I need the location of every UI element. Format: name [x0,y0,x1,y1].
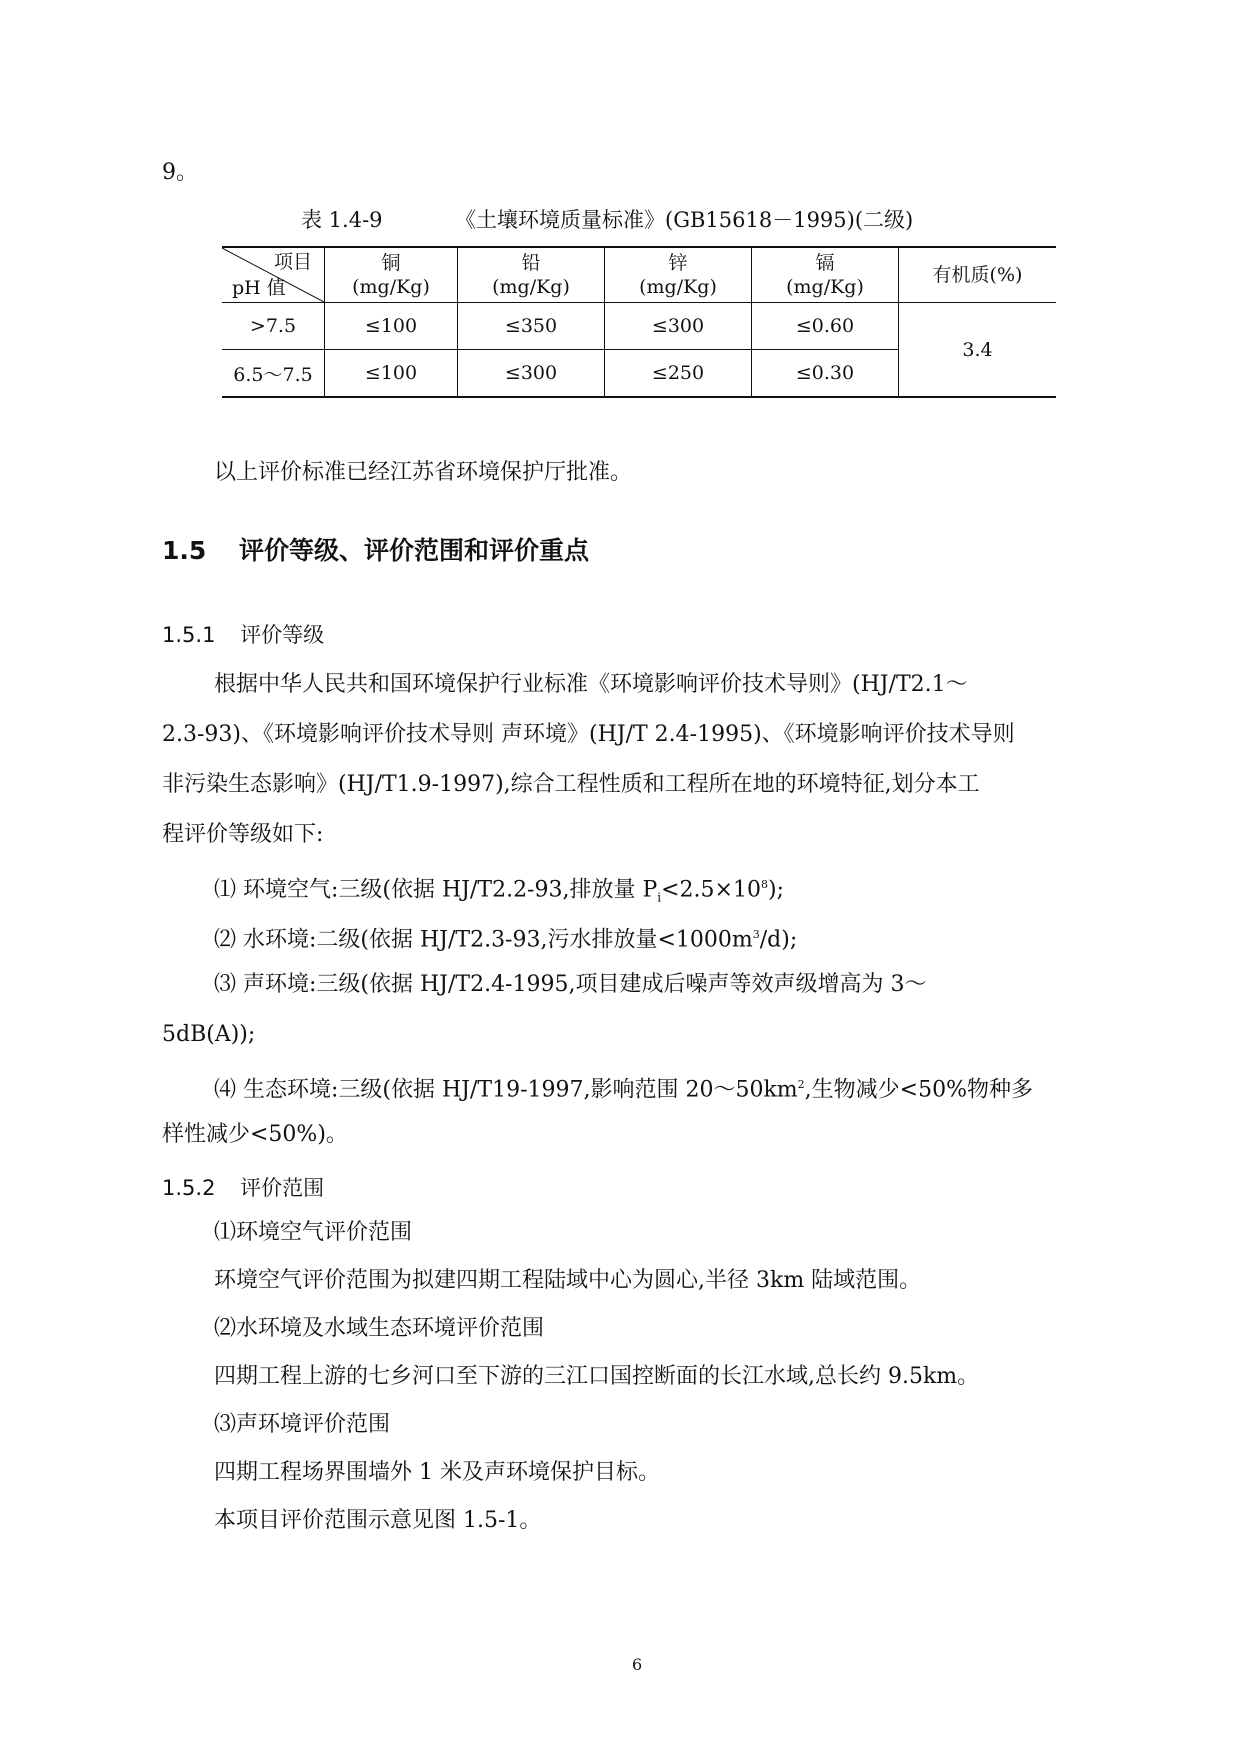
cell-zinc: ≤300 [605,303,752,350]
continued-text: 9。 [162,160,198,185]
subsection-heading-1 [162,619,324,649]
header-copper [325,247,458,303]
table-corner-cell [222,247,325,303]
scope-air-title: ⑴环境空气评价范围 [214,1220,413,1245]
cell-cadmium: ≤0.60 [752,303,899,350]
soil-standard-table [222,246,1056,398]
header-unit: (mg/Kg) [639,276,717,298]
cell-organic-matter: 3.4 [899,303,1057,398]
header-name: 镉 [815,252,835,274]
corner-label-ph: pH 值 [232,277,286,299]
paragraph-line: 根据中华人民共和国环境保护行业标准《环境影响评价技术导则》(HJ/T2.1～ [214,672,968,697]
scope-noise-title: ⑶声环境评价范围 [214,1412,391,1437]
cell-copper: ≤100 [325,350,458,398]
level-item-ecology-cont: 样性减少<50%)。 [162,1122,348,1147]
level-text: ); [767,877,784,903]
section-title: 评价等级、评价范围和评价重点 [239,536,590,565]
paragraph-line: 非污染生态影响》(HJ/T1.9-1997),综合工程性质和工程所在地的环境特征,划分本工 [162,772,980,797]
cell-ph: 6.5～7.5 [222,350,325,398]
subsection-heading-2 [162,1172,324,1202]
header-zinc [605,247,752,303]
cell-ph: >7.5 [222,303,325,350]
level-item-noise: ⑶ 声环境:三级(依据 HJ/T2.4-1995,项目建成后噪声等效声级增高为 3～ [214,972,927,997]
level-item-noise-cont: 5dB(A)); [162,1022,256,1047]
cell-lead: ≤350 [458,303,605,350]
superscript: 8 [760,878,768,891]
level-item-air [214,870,784,913]
level-text: ⑵ 水环境:二级(依据 HJ/T2.3-93,污水排放量<1000m [214,927,753,953]
cell-lead: ≤300 [458,350,605,398]
subsection-title: 评价等级 [240,623,325,647]
header-name: 铅 [521,252,541,274]
header-name: 锌 [668,252,688,274]
level-text: ⑴ 环境空气:三级(依据 HJ/T2.2-93,排放量 P [214,877,658,903]
header-organic-matter: 有机质(%) [899,247,1057,303]
scope-noise-text: 四期工程场界围墙外 1 米及声环境保护目标。 [214,1460,660,1485]
approval-note: 以上评价标准已经江苏省环境保护厅批准。 [214,460,633,485]
section-heading [162,531,589,567]
subsection-title: 评价范围 [240,1176,325,1200]
table-caption-number: 表 1.4-9 [301,208,383,232]
level-text: ,生物减少<50%物种多 [804,1077,1033,1103]
corner-label-item: 项目 [273,251,312,273]
scope-water-text: 四期工程上游的七乡河口至下游的三江口国控断面的长江水域,总长约 9.5km。 [214,1364,980,1389]
level-text: <2.5×10 [661,877,761,903]
scope-figure-reference: 本项目评价范围示意见图 1.5-1。 [214,1508,542,1533]
header-unit: (mg/Kg) [352,276,430,298]
paragraph-line: 2.3-93)、《环境影响评价技术导则 声环境》(HJ/T 2.4-1995)、《环境影响评价技术导则 [162,722,1015,747]
subsection-number: 1.5.1 [162,623,216,647]
header-name: 铜 [381,252,401,274]
cell-zinc: ≤250 [605,350,752,398]
level-text: /d); [759,927,798,953]
header-cadmium [752,247,899,303]
level-item-water [214,920,797,955]
level-item-ecology [214,1070,1033,1105]
scope-water-title: ⑵水环境及水域生态环境评价范围 [214,1316,545,1341]
table-caption-title: 《土壤环境质量标准》(GB15618－1995)(二级) [455,208,914,232]
section-number: 1.5 [162,536,207,565]
superscript: 2 [797,1078,805,1091]
scope-air-text: 环境空气评价范围为拟建四期工程陆域中心为圆心,半径 3km 陆域范围。 [214,1268,922,1293]
header-unit: (mg/Kg) [492,276,570,298]
level-text: ⑷ 生态环境:三级(依据 HJ/T19-1997,影响范围 20～50km [214,1077,798,1103]
header-unit: (mg/Kg) [786,276,864,298]
page-number: 6 [632,1655,643,1674]
header-lead [458,247,605,303]
superscript: 3 [752,928,760,941]
subsection-number: 1.5.2 [162,1176,216,1200]
cell-copper: ≤100 [325,303,458,350]
subscript: i [657,890,662,905]
cell-cadmium: ≤0.30 [752,350,899,398]
paragraph-line: 程评价等级如下: [162,822,324,847]
table-row [222,303,1056,350]
